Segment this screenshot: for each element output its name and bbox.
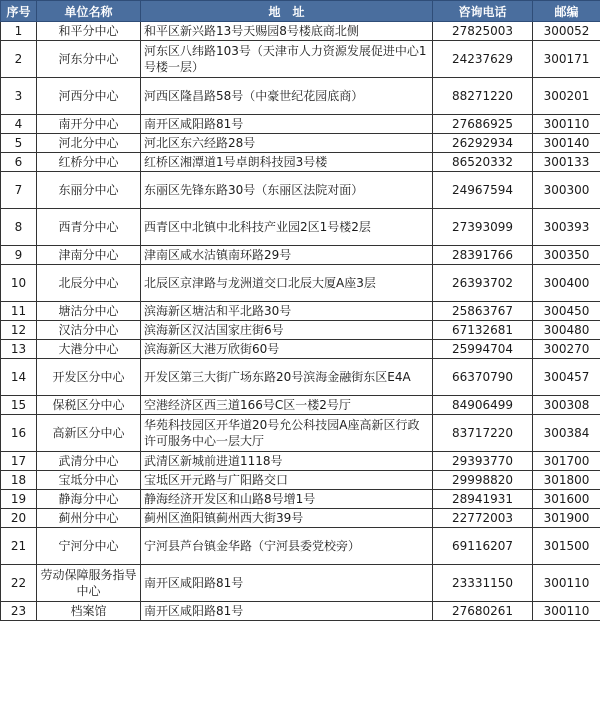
row-address: 滨海新区汉沽国家庄街6号: [141, 321, 433, 340]
row-phone: 88271220: [433, 78, 533, 115]
row-num: 11: [1, 302, 37, 321]
table-row: [1, 340, 600, 359]
row-name: 南开分中心: [37, 115, 141, 134]
table-row: [1, 359, 600, 396]
row-phone: 27680261: [433, 602, 533, 621]
row-zip: 300308: [533, 396, 600, 415]
row-address: 武清区新城前进道1118号: [141, 452, 433, 471]
header-address: 地 址: [141, 1, 433, 22]
table-row: [1, 153, 600, 172]
row-zip: 300201: [533, 78, 600, 115]
row-zip: 300171: [533, 41, 600, 78]
table-row: [1, 471, 600, 490]
row-phone: 29998820: [433, 471, 533, 490]
table-row: [1, 22, 600, 41]
row-phone: 25994704: [433, 340, 533, 359]
row-phone: 27686925: [433, 115, 533, 134]
row-num: 10: [1, 265, 37, 302]
row-address: 空港经济区西三道166号C区一楼2号厅: [141, 396, 433, 415]
row-num: 13: [1, 340, 37, 359]
table-row: [1, 78, 600, 115]
row-zip: 300110: [533, 602, 600, 621]
header-num: 序号: [1, 1, 37, 22]
row-phone: 67132681: [433, 321, 533, 340]
row-zip: 300140: [533, 134, 600, 153]
row-num: 23: [1, 602, 37, 621]
row-address: 和平区新兴路13号天赐园8号楼底商北侧: [141, 22, 433, 41]
row-address: 西青区中北镇中北科技产业园2区1号楼2层: [141, 209, 433, 246]
row-address: 华苑科技园区开华道20号允公科技园A座高新区行政许可服务中心一层大厅: [141, 415, 433, 452]
row-address: 红桥区湘潭道1号卓朗科技园3号楼: [141, 153, 433, 172]
row-num: 1: [1, 22, 37, 41]
row-num: 6: [1, 153, 37, 172]
row-num: 2: [1, 41, 37, 78]
row-name: 西青分中心: [37, 209, 141, 246]
row-name: 蓟州分中心: [37, 509, 141, 528]
row-name: 劳动保障服务指导中心: [37, 565, 141, 602]
row-address: 南开区咸阳路81号: [141, 602, 433, 621]
row-address: 宁河县芦台镇金华路（宁河县委党校旁）: [141, 528, 433, 565]
header-zip: 邮编: [533, 1, 600, 22]
row-num: 3: [1, 78, 37, 115]
row-num: 5: [1, 134, 37, 153]
row-name: 津南分中心: [37, 246, 141, 265]
table-row: [1, 452, 600, 471]
row-address: 河东区八纬路103号（天津市人力资源发展促进中心1号楼一层）: [141, 41, 433, 78]
row-name: 大港分中心: [37, 340, 141, 359]
table-row: [1, 172, 600, 209]
row-name: 宝坻分中心: [37, 471, 141, 490]
row-phone: 27825003: [433, 22, 533, 41]
row-name: 河西分中心: [37, 78, 141, 115]
row-address: 津南区咸水沽镇南环路29号: [141, 246, 433, 265]
row-zip: 301500: [533, 528, 600, 565]
row-address: 河北区东六经路28号: [141, 134, 433, 153]
row-name: 河北分中心: [37, 134, 141, 153]
table-row: [1, 302, 600, 321]
row-address: 静海经济开发区和山路8号增1号: [141, 490, 433, 509]
row-name: 北辰分中心: [37, 265, 141, 302]
row-zip: 300450: [533, 302, 600, 321]
row-address: 南开区咸阳路81号: [141, 565, 433, 602]
row-phone: 26292934: [433, 134, 533, 153]
row-num: 7: [1, 172, 37, 209]
table-row: [1, 396, 600, 415]
row-zip: 300400: [533, 265, 600, 302]
table-row: [1, 209, 600, 246]
table-row: [1, 509, 600, 528]
row-num: 4: [1, 115, 37, 134]
row-address: 宝坻区开元路与广阳路交口: [141, 471, 433, 490]
table-row: [1, 115, 600, 134]
table-row: [1, 602, 600, 621]
table-row: [1, 265, 600, 302]
row-phone: 83717220: [433, 415, 533, 452]
row-num: 18: [1, 471, 37, 490]
row-zip: 300133: [533, 153, 600, 172]
row-name: 和平分中心: [37, 22, 141, 41]
row-num: 20: [1, 509, 37, 528]
row-address: 开发区第三大街广场东路20号滨海金融街东区E4A: [141, 359, 433, 396]
row-phone: 22772003: [433, 509, 533, 528]
row-zip: 300300: [533, 172, 600, 209]
table-row: [1, 490, 600, 509]
row-address: 北辰区京津路与龙洲道交口北辰大厦A座3层: [141, 265, 433, 302]
row-num: 19: [1, 490, 37, 509]
table-row: [1, 321, 600, 340]
row-num: 16: [1, 415, 37, 452]
row-name: 开发区分中心: [37, 359, 141, 396]
row-name: 宁河分中心: [37, 528, 141, 565]
row-name: 河东分中心: [37, 41, 141, 78]
table-row: [1, 565, 600, 602]
header-name: 单位名称: [37, 1, 141, 22]
row-phone: 69116207: [433, 528, 533, 565]
row-zip: 300480: [533, 321, 600, 340]
row-address: 河西区隆昌路58号（中豪世纪花园底商）: [141, 78, 433, 115]
table-row: [1, 134, 600, 153]
row-zip: 301600: [533, 490, 600, 509]
row-phone: 23331150: [433, 565, 533, 602]
row-phone: 66370790: [433, 359, 533, 396]
row-num: 12: [1, 321, 37, 340]
table-row: [1, 41, 600, 78]
row-phone: 86520332: [433, 153, 533, 172]
header-row: [1, 1, 600, 22]
row-name: 红桥分中心: [37, 153, 141, 172]
row-num: 9: [1, 246, 37, 265]
row-num: 21: [1, 528, 37, 565]
row-phone: 84906499: [433, 396, 533, 415]
row-address: 滨海新区塘沽和平北路30号: [141, 302, 433, 321]
row-zip: 301700: [533, 452, 600, 471]
row-zip: 300384: [533, 415, 600, 452]
row-phone: 29393770: [433, 452, 533, 471]
row-phone: 25863767: [433, 302, 533, 321]
row-address: 滨海新区大港万欣街60号: [141, 340, 433, 359]
row-num: 17: [1, 452, 37, 471]
row-zip: 300110: [533, 565, 600, 602]
row-name: 高新区分中心: [37, 415, 141, 452]
row-zip: 300393: [533, 209, 600, 246]
row-zip: 300350: [533, 246, 600, 265]
header-phone: 咨询电话: [433, 1, 533, 22]
row-zip: 300052: [533, 22, 600, 41]
row-address: 东丽区先锋东路30号（东丽区法院对面）: [141, 172, 433, 209]
row-phone: 24237629: [433, 41, 533, 78]
row-name: 武清分中心: [37, 452, 141, 471]
row-phone: 27393099: [433, 209, 533, 246]
row-phone: 28391766: [433, 246, 533, 265]
row-num: 8: [1, 209, 37, 246]
row-name: 汉沽分中心: [37, 321, 141, 340]
row-name: 塘沽分中心: [37, 302, 141, 321]
row-num: 14: [1, 359, 37, 396]
row-address: 南开区咸阳路81号: [141, 115, 433, 134]
row-name: 静海分中心: [37, 490, 141, 509]
row-zip: 300457: [533, 359, 600, 396]
table-row: [1, 246, 600, 265]
row-zip: 300270: [533, 340, 600, 359]
table-row: [1, 415, 600, 452]
row-zip: 301800: [533, 471, 600, 490]
row-num: 22: [1, 565, 37, 602]
row-name: 保税区分中心: [37, 396, 141, 415]
row-zip: 301900: [533, 509, 600, 528]
row-phone: 26393702: [433, 265, 533, 302]
row-phone: 24967594: [433, 172, 533, 209]
row-num: 15: [1, 396, 37, 415]
table-row: [1, 528, 600, 565]
row-address: 蓟州区渔阳镇蓟州西大街39号: [141, 509, 433, 528]
row-name: 档案馆: [37, 602, 141, 621]
row-zip: 300110: [533, 115, 600, 134]
row-name: 东丽分中心: [37, 172, 141, 209]
row-phone: 28941931: [433, 490, 533, 509]
